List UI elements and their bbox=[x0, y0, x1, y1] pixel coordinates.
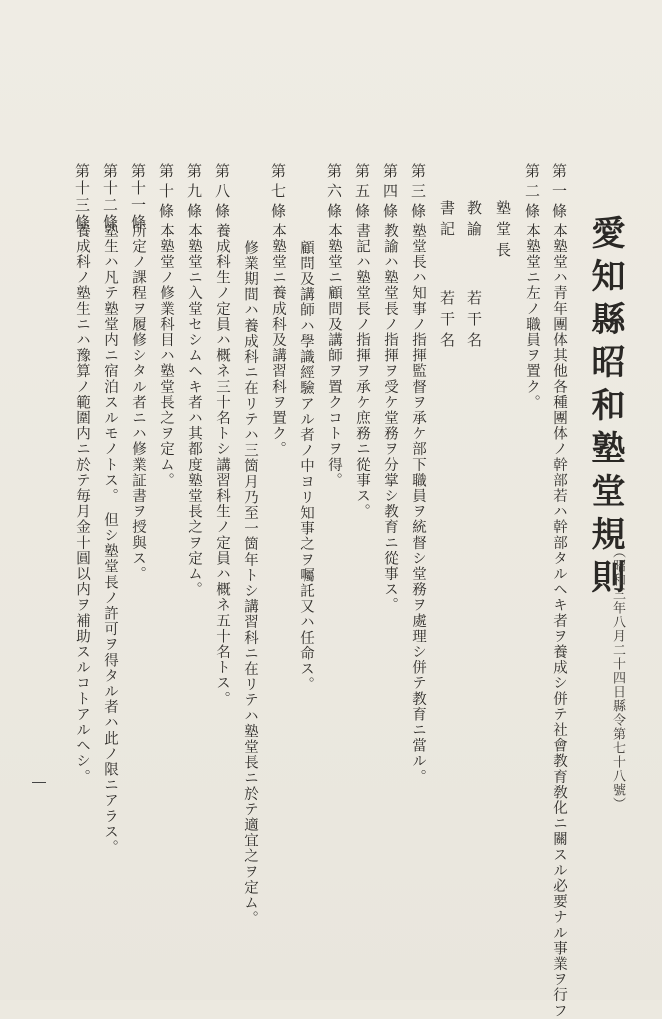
article-6-paragraph-2: 顧問及講師ハ學識經驗アル者ノ中ヨリ知事之ヲ囑託又ハ任命ス。 bbox=[298, 240, 314, 693]
article-2-text: 本塾堂ニ左ノ職員ヲ置ク。 bbox=[524, 223, 540, 411]
article-1-label: 第一條 bbox=[550, 163, 568, 223]
article-13-text: 養成科ノ塾生ニハ豫算ノ範圍内ニ於テ毎月金十圓以内ヲ補助スルコトアルヘシ。 bbox=[74, 223, 90, 785]
article-9-label: 第九條 bbox=[185, 163, 203, 223]
article-7-label: 第七條 bbox=[269, 163, 287, 223]
article-4-text: 教諭ハ塾堂長ノ指揮ヲ受ケ堂務ヲ分掌シ教育ニ從事ス。 bbox=[382, 223, 398, 613]
article-6-label: 第六條 bbox=[325, 163, 343, 223]
article-4-label: 第四條 bbox=[381, 163, 399, 223]
article-5-text: 書記ハ塾堂長ノ指揮ヲ承ケ庶務ニ從事ス。 bbox=[354, 223, 370, 520]
article-11-label: 第十一條 bbox=[129, 163, 147, 231]
staff-clerk-title: 書記 bbox=[438, 200, 456, 242]
page-number-mark bbox=[32, 782, 46, 783]
article-1-text: 本塾堂ハ青年團体其他各種團体ノ幹部若ハ幹部タルヘキ者ヲ養成シ併テ社會教育敎化ニ關スル必要ナル事業ヲ行フ bbox=[551, 223, 567, 1019]
staff-teacher-count: 若干名 bbox=[465, 290, 483, 353]
article-13-label: 第十三條 bbox=[73, 163, 91, 231]
staff-head-title: 塾堂長 bbox=[494, 200, 512, 263]
article-11-text: 所定ノ課程ヲ履修シタル者ニハ修業証書ヲ授與ス。 bbox=[130, 223, 146, 582]
article-12-label: 第十二條 bbox=[101, 163, 119, 231]
article-6-text: 本塾堂ニ顧問及講師ヲ置クコトヲ得。 bbox=[326, 223, 342, 489]
article-8-label: 第八條 bbox=[213, 163, 231, 223]
ordinance-subtitle: （昭和三年八月二十四日縣令第七十八號） bbox=[610, 545, 625, 811]
article-5-label: 第五條 bbox=[353, 163, 371, 223]
article-10-text: 本塾堂ノ修業科目ハ塾堂長之ヲ定ム。 bbox=[158, 223, 174, 489]
article-10-label: 第十條 bbox=[157, 163, 175, 223]
article-2-label: 第二條 bbox=[523, 163, 541, 223]
staff-clerk-count: 若干名 bbox=[438, 290, 456, 353]
article-3-label: 第三條 bbox=[409, 163, 427, 223]
page-title: 愛知縣昭和塾堂規則 bbox=[585, 215, 625, 602]
article-7-paragraph-2: 修業期間ハ養成科ニ在リテハ三箇月乃至一箇年トシ講習科ニ在リテハ塾堂長ニ於テ適宜之ヲ定ム。 bbox=[242, 240, 258, 927]
article-8-text: 養成科生ノ定員ハ概ネ三十名トシ講習科生ノ定員ハ概ネ五十名トス。 bbox=[214, 223, 230, 707]
article-12-text: 塾生ハ凡テ塾堂内ニ宿泊スルモノトス。 但シ塾堂長ノ許可ヲ得タル者ハ此ノ限ニアラス。 bbox=[102, 223, 118, 856]
article-7-text: 本塾堂ニ養成科及講習科ヲ置ク。 bbox=[270, 223, 286, 457]
staff-teacher-title: 教諭 bbox=[465, 200, 483, 242]
article-9-text: 本塾堂ニ入堂セシムヘキ者ハ其都度塾堂長之ヲ定ム。 bbox=[186, 223, 202, 598]
article-3-text: 塾堂長ハ知事ノ指揮監督ヲ承ケ部下職員ヲ統督シ堂務ヲ處理シ併テ教育ニ當ル。 bbox=[410, 223, 426, 785]
